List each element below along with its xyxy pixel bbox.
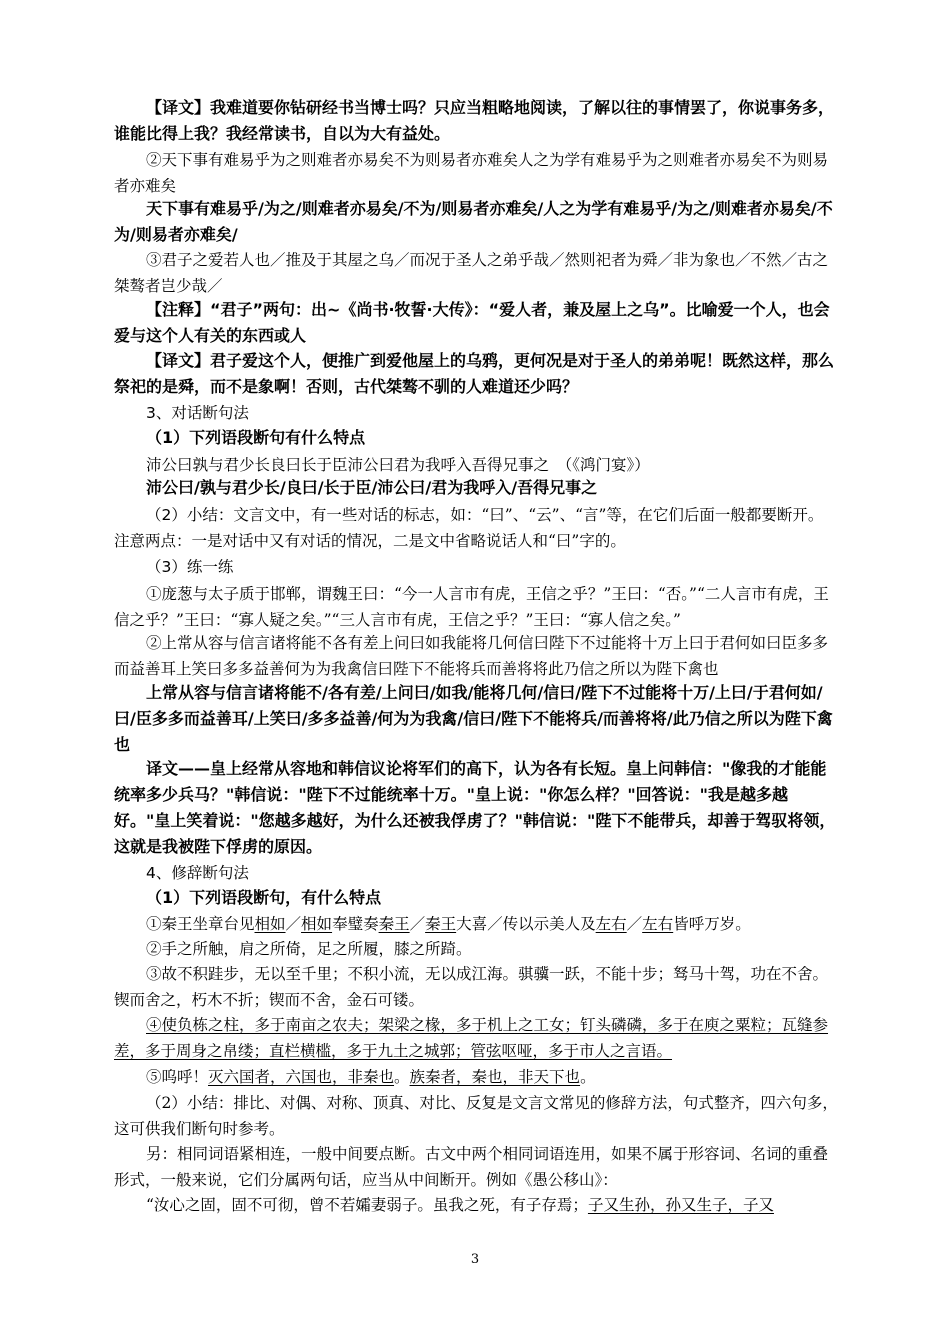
underlined-text: 秦王: [425, 915, 457, 933]
section-heading-4: 4、修辞断句法: [146, 864, 249, 882]
paragraph-summary-4: （2）小结：排比、对偶、对称、顶真、对比、反复是文言文常见的修辞方法，句式整齐，四六句多，这可供我们断句时参考。: [114, 1094, 838, 1138]
subheading-3-3: （3）练一练: [146, 558, 234, 576]
paragraph-example-2-punctuated: 天下事有难易乎/为之/则难者亦易矣/不为/则易者亦难矣/人之为学有难易乎/为之/则难者亦易矣/不为/则易者亦难矣/: [114, 199, 833, 244]
underlined-text: 相如: [254, 915, 286, 933]
paragraph-exercise-2-raw: ②上常从容与信言诸将能不各有差上问曰如我能将几何信曰陛下不过能将十万上曰于君何如曰臣多多而益善耳上笑曰多多益善何为为我禽信曰陛下不能将兵而善将将此乃信之所以为陛下禽也: [114, 634, 829, 678]
text-segment: ／: [285, 915, 302, 933]
text-segment: ①秦王坐章台见: [146, 915, 255, 933]
text-segment: 。: [394, 1068, 410, 1086]
underlined-text: 子又生孙，孙又生子，子又: [587, 1196, 774, 1214]
paragraph-rhetoric-3: ③故不积跬步，无以至千里；不积小流，无以成江海。骐骥一跃，不能十步；驽马十驾，功在不舍。锲而舍之，朽木不折；锲而不舍，金石可镂。: [114, 965, 829, 1009]
paragraph-rhetoric-5: [114, 1064, 838, 1090]
text-segment: 皆呼万岁。: [673, 915, 751, 933]
text-segment: ／: [409, 915, 426, 933]
paragraph-exercise-1: ①庞葱与太子质于邯郸，谓魏王曰：“今一人言市有虎，王信之乎？”王曰：“否。”“二人言市有虎，王信之乎？”王曰：“寡人疑之矣。”“三人言市有虎，王信之乎？”王曰：“寡人信之矣。”: [114, 585, 829, 629]
paragraph-dialogue-punctuated: 沛公曰/孰与君少长/良曰/长于臣/沛公曰/君为我呼入/吾得兄事之: [146, 478, 598, 497]
text-segment: ／: [626, 915, 643, 933]
paragraph-rhetoric-2: ②手之所触，肩之所倚，足之所履，膝之所踦。: [146, 940, 472, 958]
paragraph-summary-3: [114, 502, 838, 554]
text-segment: 。: [580, 1068, 596, 1086]
paragraph-example-3: ③君子之爱若人也／推及于其屋之乌／而况于圣人之弟乎哉／然则祀者为舜／非为象也／不然／古之桀骜者岂少哉／: [114, 251, 829, 295]
paragraph-example-yugong: [114, 1192, 838, 1218]
underlined-text: 左右: [595, 915, 627, 933]
underlined-text: 相如: [301, 915, 333, 933]
text-segment: ⑤呜呼！: [146, 1068, 209, 1086]
page-number: 3: [470, 1252, 480, 1267]
paragraph-exercise-2-translation: 译文——皇上经常从容地和韩信议论将军们的高下，认为各有长短。皇上问韩信："像我的才能能统率多少兵马？"韩信说："陛下不过能统率十万。"皇上说："你怎么样？"回答说："我是越多越好。"皇上笑着说："您越多越好，为什么还被我俘虏了？"韩信说："陛下不能带兵，却善于驾驭将领，这就是我被陛下俘虏的原因。: [114, 759, 836, 856]
text-segment: “汝心之固，固不可彻，曾不若孀妻弱子。虽我之死，有子存焉；: [146, 1196, 588, 1214]
paragraph-translation-1: 【译文】我难道要你钻研经书当博士吗？只应当粗略地阅读，了解以往的事情罢了，你说事务多，谁能比得上我？我经常读书，自以为大有益处。: [114, 98, 835, 143]
underlined-text: 秦王: [378, 915, 410, 933]
section-heading-3: 3、对话断句法: [146, 404, 249, 422]
paragraph-exercise-2-punctuated: 上常从容与信言诸将能不/各有差/上问曰/如我/能将几何/信曰/陛下不过能将十万/上曰/于君何如/曰/臣多多而益善耳/上笑曰/多多益善/何为为我禽/信曰/陛下不能将兵/而善将将/此乃信之所以为陛下禽也: [114, 683, 833, 754]
text-segment: 奉璧奏: [332, 915, 379, 933]
underlined-text: 灭六国者，六国也，非秦也: [208, 1068, 395, 1086]
subheading-3-1: （1）下列语段断句有什么特点: [146, 428, 366, 447]
subheading-4-1: （1）下列语段断句，有什么特点: [146, 888, 382, 907]
paragraph-note: 另：相同词语紧相连，一般中间要点断。古文中两个相同词语连用，如果不属于形容词、名词的重叠形式，一般来说，它们分属两句话，应当从中间断开。例如《愚公移山》：: [114, 1145, 829, 1189]
text-segment: 大喜／传以示美人及: [456, 915, 596, 933]
underlined-text: 左右: [642, 915, 674, 933]
paragraph-example-2-raw: ②天下事有难易乎为之则难者亦易矣不为则易者亦难矣人之为学有难易乎为之则难者亦易矣不为则易者亦难矣: [114, 151, 829, 195]
paragraph-dialogue-raw: 沛公曰孰与君少长良曰长于臣沛公曰君为我呼入吾得兄事之 （《鸿门宴》）: [146, 456, 650, 474]
underlined-text: 族秦者，秦也，非天下也: [409, 1068, 581, 1086]
paragraph-rhetoric-4: ④使负栋之柱，多于南亩之农夫；架梁之椽，多于机上之工女；钉头磷磷，多于在庾之粟粒；瓦缝参差，多于周身之帛缕；直栏横槛，多于九土之城郭；管弦呕哑，多于市人之言语。: [114, 1016, 829, 1060]
paragraph-rhetoric-1: [114, 911, 838, 937]
summary-text: 文言文中，有一些对话的标志，如：“曰”、“云”、“言”等，在它们后面一般都要断开。注意两点：一是对话中又有对话的情况，二是文中省略说话人和“曰”字的。: [114, 506, 824, 550]
paragraph-translation-2: 【译文】君子爱这个人，便推广到爱他屋上的乌鸦，更何况是对于圣人的弟弟呢！既然这样，那么祭祀的是舜，而不是象啊！否则，古代桀骜不驯的人难道还少吗？: [114, 351, 835, 396]
summary-label: （2）小结：: [146, 506, 234, 524]
paragraph-annotation: 【注释】“君子”两句：出~《尚书·牧誓·大传》：“爱人者，兼及屋上之乌”。比喻爱一个人，也会爱与这个人有关的东西或人: [114, 300, 830, 345]
